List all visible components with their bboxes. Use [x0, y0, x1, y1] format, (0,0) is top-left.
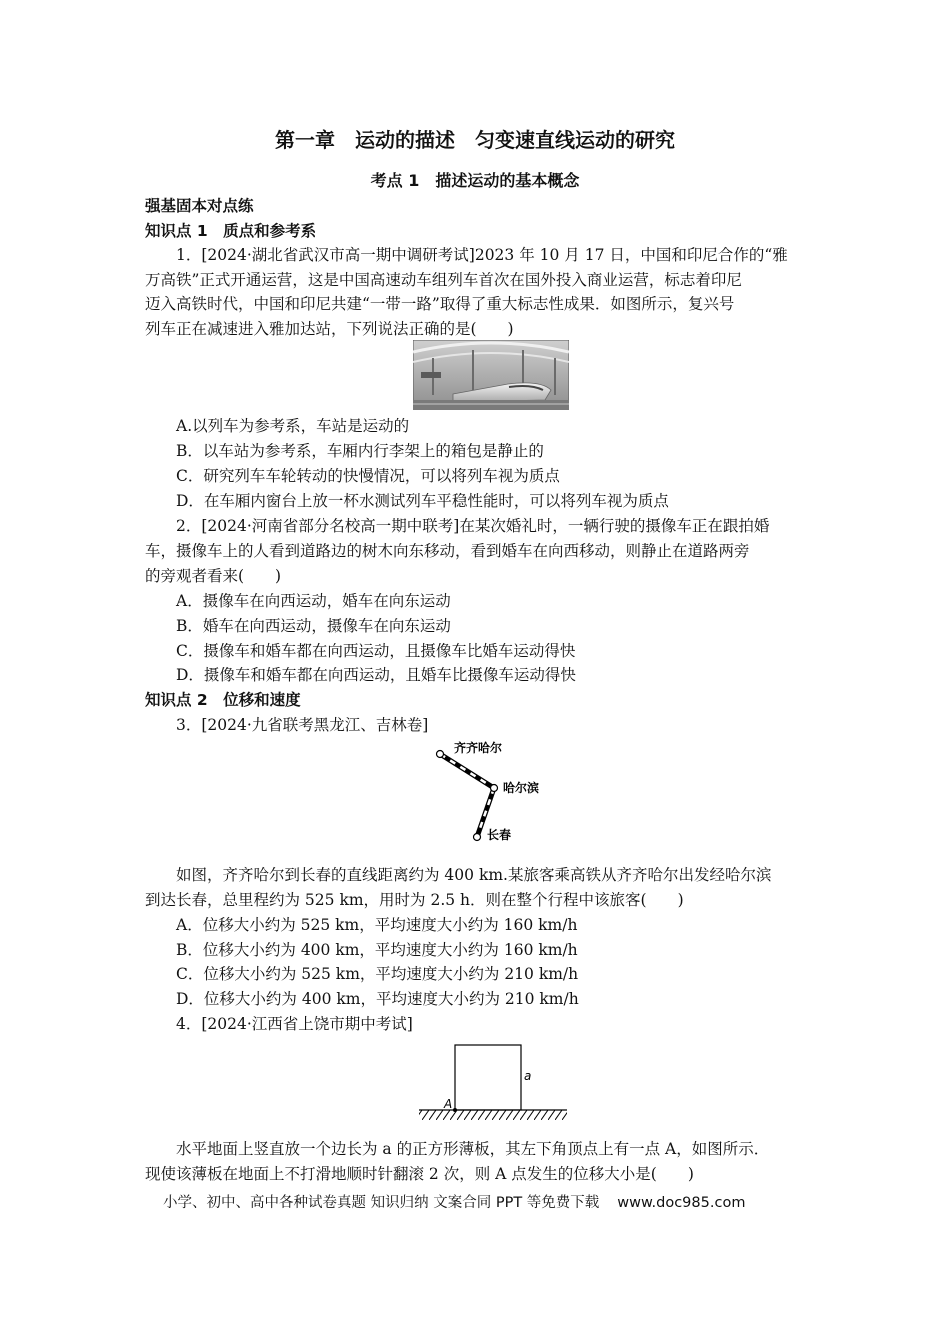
side-length-label: a — [524, 1069, 532, 1083]
q1-line-4: 列车正在减速进入雅加达站，下列说法正确的是( ) — [145, 320, 514, 338]
footer-site-link[interactable]: www.doc985.com — [617, 1195, 746, 1211]
q1-option-b: B．以车站为参考系，车厢内行李架上的箱包是静止的 — [176, 442, 544, 460]
train-station-photo — [413, 340, 569, 410]
q1-line-2: 万高铁”正式开通运营，这是中国高速动车组列车首次在国外投入商业运营，标志着印尼 — [145, 271, 742, 289]
q1-line-1: 1．[2024·湖北省武汉市高一期中调研考试]2023 年 10 月 17 日，中国和印尼合作的“雅 — [176, 246, 788, 264]
city-harbin-label: 哈尔滨 — [503, 781, 540, 795]
city-qiqihar-label: 齐齐哈尔 — [454, 741, 503, 755]
square-plate-figure — [415, 1040, 570, 1125]
q2-option-d: D．摄像车和婚车都在向西运动，且婚车比摄像车运动得快 — [176, 666, 576, 684]
q4-line-2: 现使该薄板在地面上不打滑地顺时针翻滚 2 次，则 A 点发生的位移大小是( ) — [145, 1165, 694, 1183]
q2-option-a: A．摄像车在向西运动，婚车在向东运动 — [176, 592, 451, 610]
q3-line-1: 如图，齐齐哈尔到长春的直线距离约为 400 km.某旅客乘高铁从齐齐哈尔出发经哈尔滨 — [176, 866, 772, 884]
knowledge-point-2: 知识点 2 位移和速度 — [145, 691, 301, 709]
q2-option-c: C．摄像车和婚车都在向西运动，且摄像车比婚车运动得快 — [176, 642, 576, 660]
q3-option-c: C．位移大小约为 525 km，平均速度大小约为 210 km/h — [176, 965, 579, 983]
q2-line-1: 2．[2024·河南省部分名校高一期中联考]在某次婚礼时，一辆行驶的摄像车正在跟拍婚 — [176, 517, 770, 535]
q3-option-d: D．位移大小约为 400 km，平均速度大小约为 210 km/h — [176, 990, 579, 1008]
q1-line-3: 迈入高铁时代，中国和印尼共建“一带一路”取得了重大标志性成果．如图所示，复兴号 — [145, 295, 735, 313]
topic-title: 考点 1 描述运动的基本概念 — [370, 171, 580, 190]
q1-option-d: D．在车厢内窗台上放一杯水测试列车平稳性能时，可以将列车视为质点 — [176, 492, 669, 510]
q1-option-c: C．研究列车车轮转动的快慢情况，可以将列车视为质点 — [176, 467, 560, 485]
knowledge-point-1: 知识点 1 质点和参考系 — [145, 222, 317, 240]
q2-line-3: 的旁观者看来( ) — [145, 567, 282, 585]
q3-source: 3．[2024·九省联考黑龙江、吉林卷] — [176, 716, 429, 734]
rail-route-map — [425, 740, 585, 848]
city-changchun-label: 长春 — [487, 828, 512, 842]
q4-source: 4．[2024·江西省上饶市期中考试] — [176, 1015, 413, 1033]
footer-text: 小学、初中、高中各种试卷真题 知识归纳 文案合同 PPT 等免费下载 — [163, 1195, 600, 1211]
q1-option-a: A.以列车为参考系，车站是运动的 — [176, 417, 410, 435]
q2-line-2: 车，摄像车上的人看到道路边的树木向东移动，看到婚车在向西移动，则静止在道路两旁 — [145, 542, 750, 560]
chapter-title: 第一章 运动的描述 匀变速直线运动的研究 — [275, 128, 675, 152]
q3-line-2: 到达长春，总里程约为 525 km，用时为 2.5 h．则在整个行程中该旅客( ) — [145, 891, 684, 909]
q2-option-b: B．婚车在向西运动，摄像车在向东运动 — [176, 617, 451, 635]
q3-option-b: B．位移大小约为 400 km，平均速度大小约为 160 km/h — [176, 941, 578, 959]
page-footer — [163, 1191, 745, 1212]
q3-option-a: A．位移大小约为 525 km，平均速度大小约为 160 km/h — [176, 916, 578, 934]
practice-label: 强基固本对点练 — [145, 197, 254, 215]
q4-line-1: 水平地面上竖直放一个边长为 a 的正方形薄板，其左下角顶点上有一点 A，如图所示． — [176, 1140, 770, 1158]
point-a-label: A — [444, 1097, 453, 1111]
